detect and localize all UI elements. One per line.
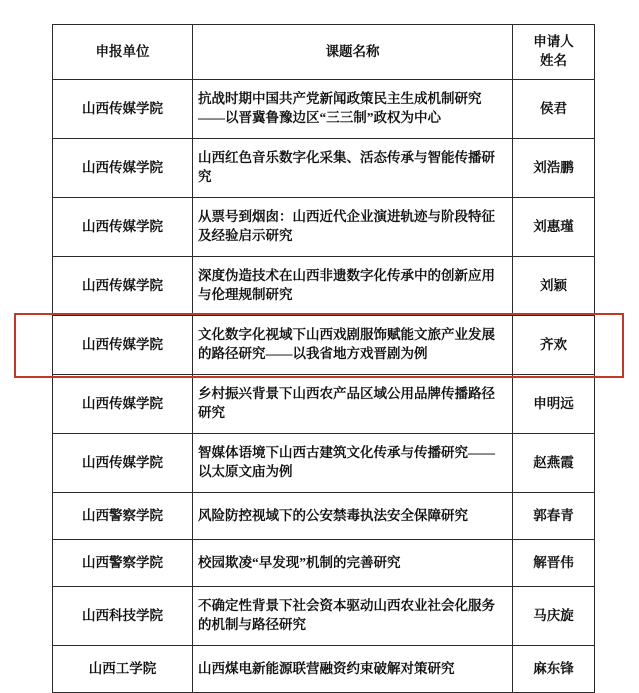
table-row — [53, 316, 595, 375]
table-header-row — [53, 25, 595, 80]
cell-applicant: 申明远 — [513, 375, 595, 434]
table-row — [53, 646, 595, 693]
table-row — [53, 139, 595, 198]
cell-unit: 山西警察学院 — [53, 493, 193, 540]
cell-unit: 山西传媒学院 — [53, 434, 193, 493]
cell-unit: 山西警察学院 — [53, 540, 193, 587]
cell-applicant: 侯君 — [513, 80, 595, 139]
table-row — [53, 493, 595, 540]
column-header-applicant-line2: 姓名 — [540, 53, 567, 68]
cell-unit: 山西传媒学院 — [53, 139, 193, 198]
cell-applicant: 郭春青 — [513, 493, 595, 540]
column-header-unit: 申报单位 — [53, 25, 193, 80]
cell-unit: 山西传媒学院 — [53, 316, 193, 375]
cell-applicant: 麻东锋 — [513, 646, 595, 693]
cell-applicant: 齐欢 — [513, 316, 595, 375]
table-row — [53, 257, 595, 316]
cell-title: 文化数字化视域下山西戏剧服饰赋能文旅产业发展的路径研究——以我省地方戏晋剧为例 — [193, 316, 513, 375]
cell-title: 从票号到烟囱：山西近代企业演进轨迹与阶段特征及经验启示研究 — [193, 198, 513, 257]
cell-applicant: 马庆旋 — [513, 587, 595, 646]
cell-unit: 山西传媒学院 — [53, 375, 193, 434]
cell-applicant: 刘浩鹏 — [513, 139, 595, 198]
cell-title: 抗战时期中国共产党新闻政策民主生成机制研究——以晋冀鲁豫边区“三三制”政权为中心 — [193, 80, 513, 139]
cell-applicant: 解晋伟 — [513, 540, 595, 587]
project-list-table — [52, 24, 595, 693]
cell-unit: 山西传媒学院 — [53, 257, 193, 316]
column-header-applicant — [513, 25, 595, 80]
cell-applicant: 刘惠瑾 — [513, 198, 595, 257]
column-header-title: 课题名称 — [193, 25, 513, 80]
table-header — [53, 25, 595, 80]
table-container — [52, 24, 594, 693]
cell-title: 深度伪造技术在山西非遗数字化传承中的创新应用与伦理规制研究 — [193, 257, 513, 316]
cell-applicant: 刘颖 — [513, 257, 595, 316]
cell-title: 风险防控视域下的公安禁毒执法安全保障研究 — [193, 493, 513, 540]
cell-title: 校园欺凌“早发现”机制的完善研究 — [193, 540, 513, 587]
cell-unit: 山西科技学院 — [53, 587, 193, 646]
table-row — [53, 80, 595, 139]
table-row — [53, 198, 595, 257]
cell-unit: 山西工学院 — [53, 646, 193, 693]
cell-title: 乡村振兴背景下山西农产品区域公用品牌传播路径研究 — [193, 375, 513, 434]
cell-title: 山西红色音乐数字化采集、活态传承与智能传播研究 — [193, 139, 513, 198]
table-row — [53, 587, 595, 646]
cell-unit: 山西传媒学院 — [53, 198, 193, 257]
table-row — [53, 375, 595, 434]
table-body — [53, 80, 595, 693]
column-header-applicant-line1: 申请人 — [533, 34, 574, 50]
cell-title: 智媒体语境下山西古建筑文化传承与传播研究——以太原文庙为例 — [193, 434, 513, 493]
cell-applicant: 赵燕霞 — [513, 434, 595, 493]
cell-title: 山西煤电新能源联营融资约束破解对策研究 — [193, 646, 513, 693]
cell-title: 不确定性背景下社会资本驱动山西农业社会化服务的机制与路径研究 — [193, 587, 513, 646]
table-row — [53, 540, 595, 587]
table-row — [53, 434, 595, 493]
cell-unit: 山西传媒学院 — [53, 80, 193, 139]
